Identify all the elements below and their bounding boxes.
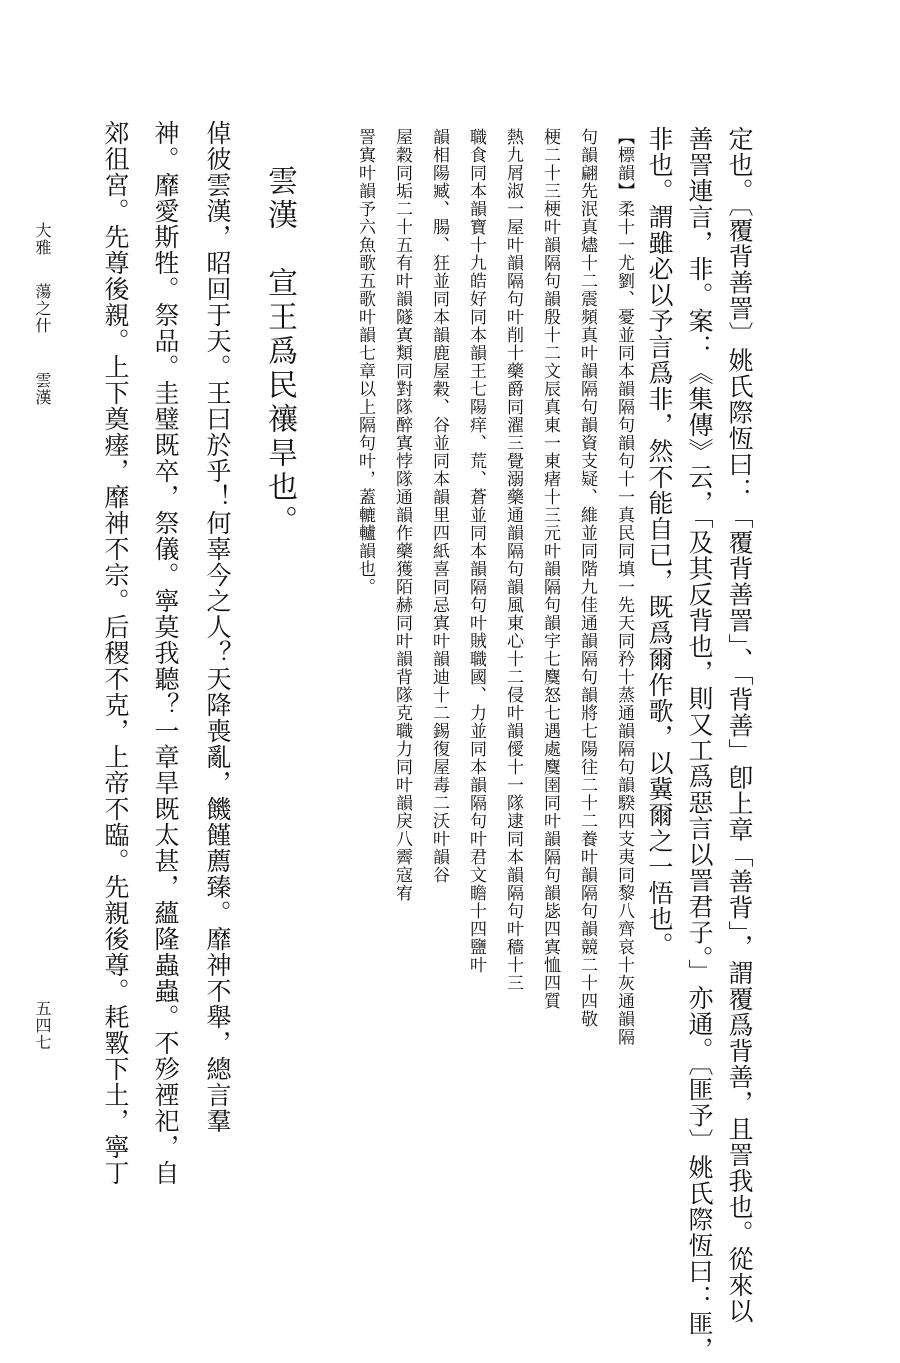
rhyme-note-column: 【標韻】柔十一尤劉、憂並同本韻隔句韻句十一真民同填一先天同矜十蒸通韻隔句韻騤四支夷同黎八齊哀十灰通韻隔	[614, 128, 634, 1046]
rhyme-note-column: 詈寘叶韻予六魚歌五歌叶韻七章以上隔句叶，蓋轆轤韻也。	[355, 128, 375, 596]
poem-line: 郊徂宮。先尊後親。上下奠瘗，靡神不宗。后稷不克，上帝不臨。先親後尊。耗斁下土，寧丁	[101, 120, 130, 1186]
poem-line: 倬彼雲漢，昭回于天。王曰於乎！何辜今之人？天降喪亂，饑饉薦臻。靡神不舉，總言羣	[203, 120, 232, 1134]
commentary-column: 非也。謂雖必以予言爲非，然不能自已，既爲爾作歌，以冀爾之一悟也。	[645, 126, 674, 958]
running-header-section: 雲漢	[33, 372, 52, 406]
rhyme-note-column: 熱九屑淑一屋叶韻隔句叶削十藥爵同濯三覺溺藥通韻隔句韻風東心十二侵叶韻僾十一隊逮同本韻隔句叶穡十三	[503, 128, 523, 992]
commentary-column: 定也。〔覆背善詈〕姚氏際恆曰：「覆背善詈」、「背善」卽上章「善背」，謂覆爲背善，且詈我也。從來以	[725, 126, 754, 1324]
rhyme-note-column: 屋穀同垢二十五有叶韻隧寘類同對隊醉寘悖隊通韻作藥獲陌赫同叶韻背隊克職力同叶韻戾八霽寇宥	[392, 128, 412, 902]
rhyme-note-column: 梗二十三梗叶韻隔句韻殷十二文辰真東一東瘏十三元叶韻隔句韻宇七麌怒七遇處麌圉同叶韻隔句韻毖四寘恤四質	[540, 128, 560, 1010]
running-header-book: 大雅	[33, 222, 52, 256]
running-header-chapter: 蕩之什	[33, 283, 52, 334]
commentary-column: 善詈連言，非。案：《集傳》云，「及其反背也，則又工爲惡言以詈君子。」亦通。〔匪予〕姚氏際恆曰：匪，	[685, 126, 714, 1363]
poem-line: 神。靡愛斯牲。祭品。圭璧既卒，祭儀。寧莫我聽？一章旱既太甚，蘊隆蟲蟲。不殄禋祀，自	[151, 120, 180, 1186]
page-number: 五四七	[33, 1000, 52, 1051]
rhyme-note-column: 句韻翩先泯真燼十二震頻真叶韻隔句韻資支疑、維並同階九佳通韻隔句韻將七陽往二十二養叶韻隔句韻競二十四敬	[577, 128, 597, 1028]
rhyme-note-column: 韻相陽臧、腸、狂並同本韻鹿屋穀、谷並同本韻里四紙喜同忌寘叶韻迪十二錫復屋毒二沃叶韻谷	[429, 128, 449, 884]
rhyme-note-column: 職食同本韻寶十九皓好同本韻王七陽痒、荒、蒼並同本韻隔句叶賊職國、力並同本韻隔句叶君文瞻十四鹽叶	[466, 128, 486, 974]
poem-title: 雲漢 宣王爲民禳旱也。	[262, 165, 297, 539]
